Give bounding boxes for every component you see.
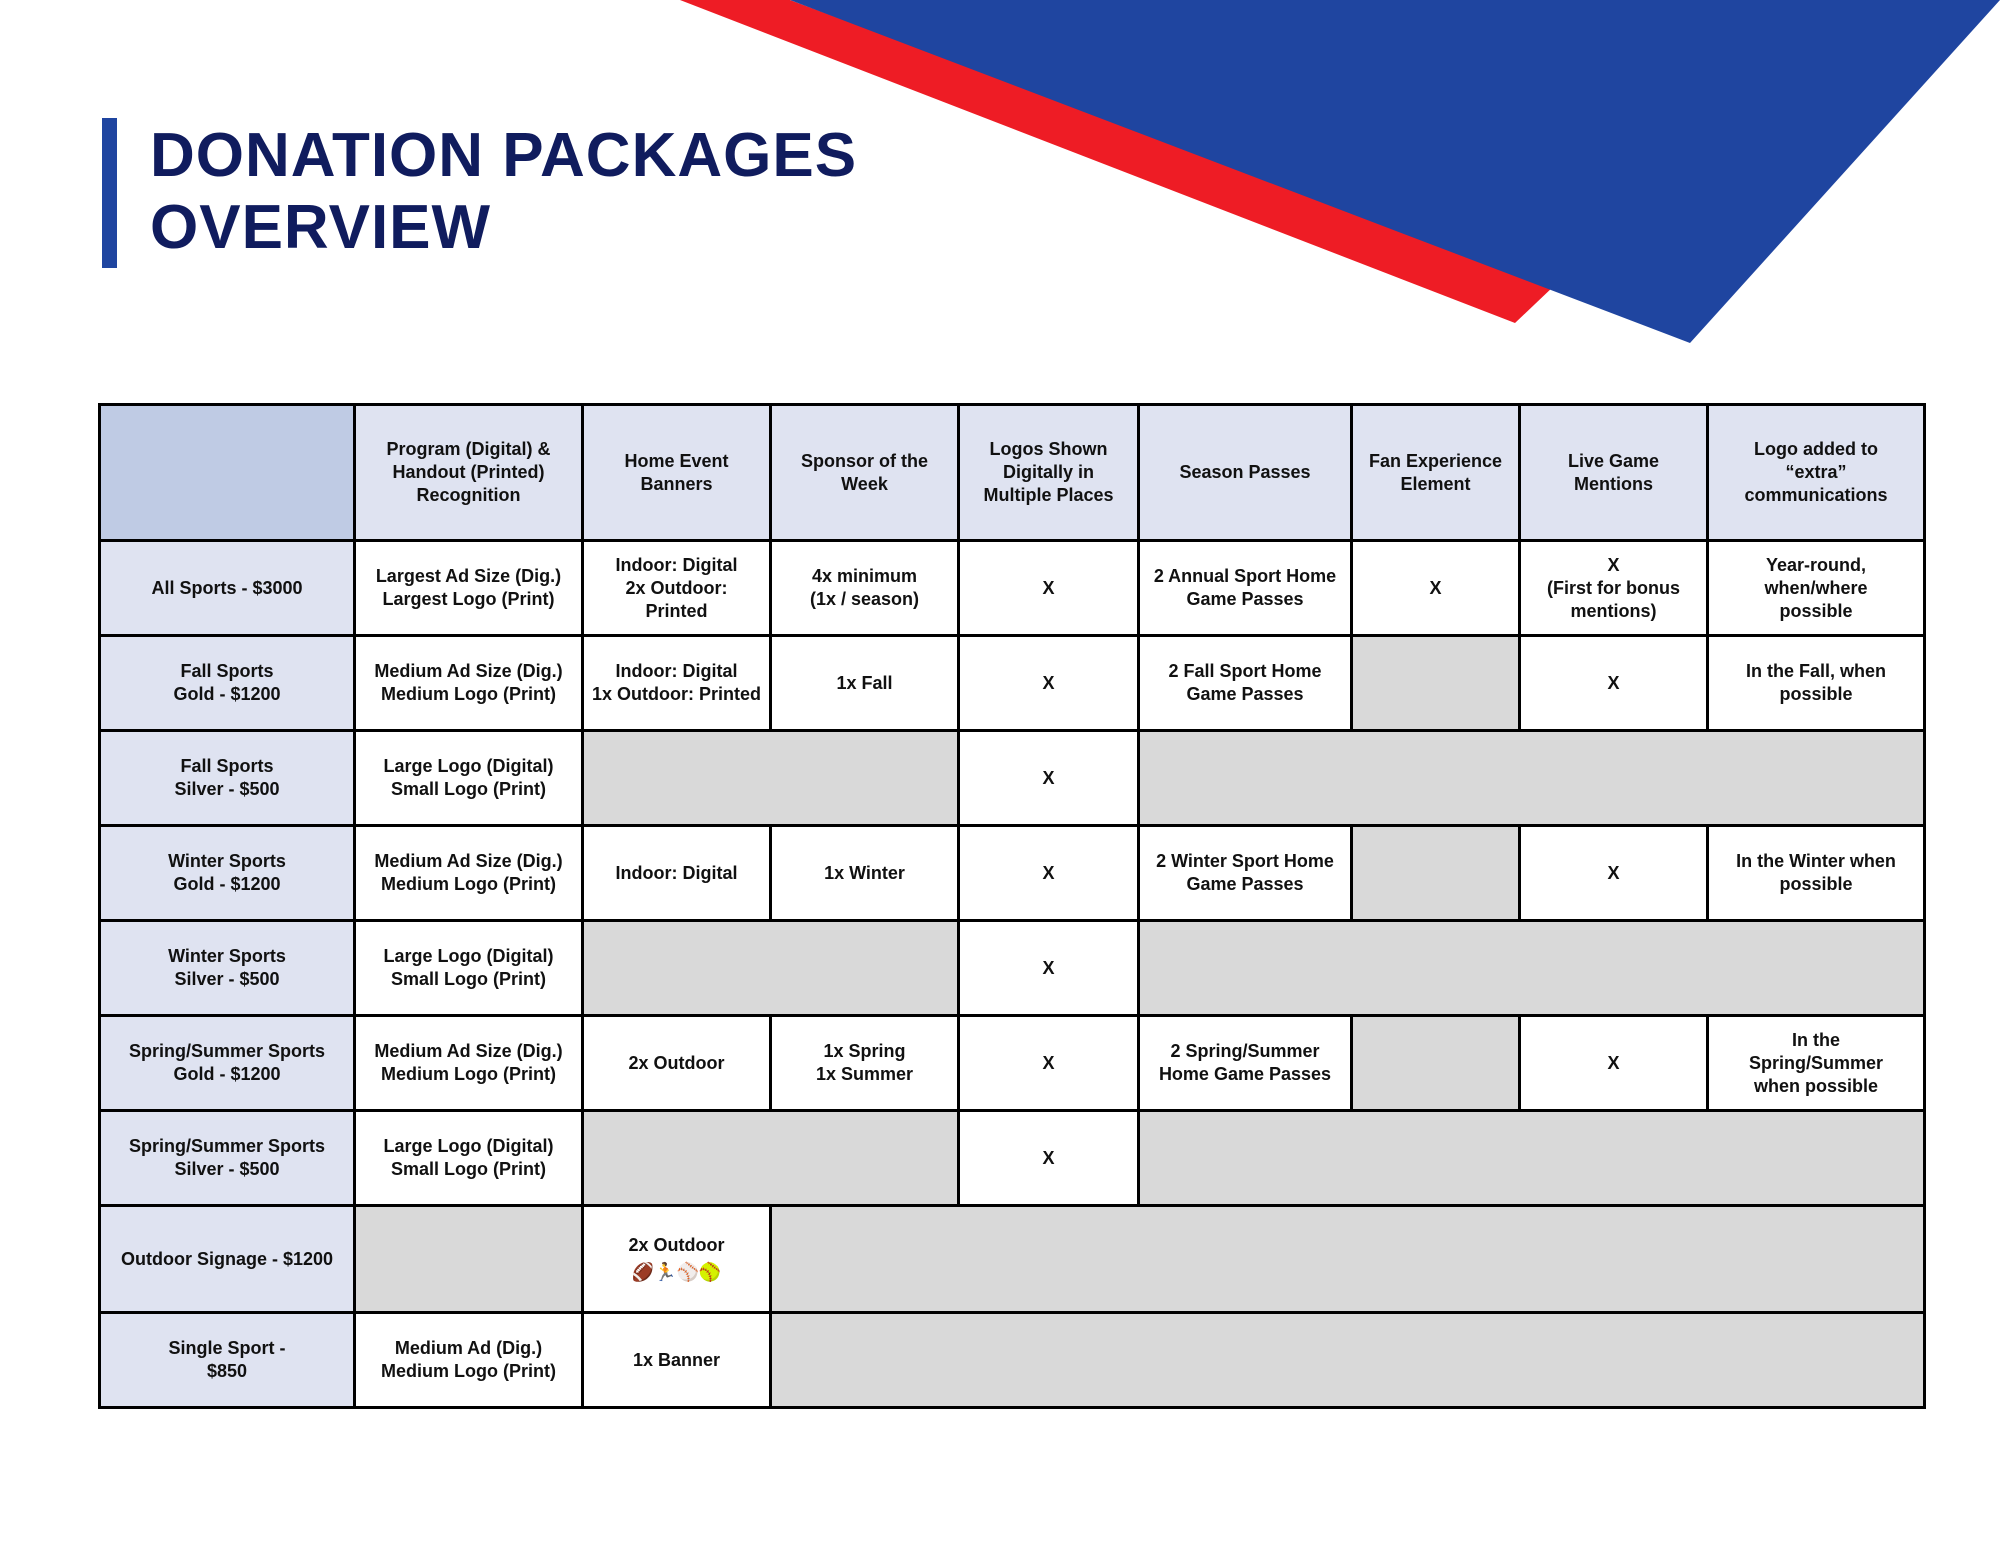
header-logo-extra-communications: Logo added to “extra” communications xyxy=(1708,405,1925,541)
table-cell: X xyxy=(959,636,1139,731)
header-home-event-banners: Home Event Banners xyxy=(583,405,771,541)
empty-cell xyxy=(583,921,959,1016)
packages-table xyxy=(98,403,1926,1409)
row-label: Single Sport - $850 xyxy=(100,1313,355,1408)
row-label: All Sports - $3000 xyxy=(100,541,355,636)
empty-cell xyxy=(1139,1111,1925,1206)
row-label: Winter Sports Silver - $500 xyxy=(100,921,355,1016)
table-cell: X xyxy=(1520,636,1708,731)
table-row xyxy=(100,921,1925,1016)
empty-cell xyxy=(771,1313,1925,1408)
table-row xyxy=(100,1313,1925,1408)
sport-emoji-icons: 🏈🏃⚾🥎 xyxy=(631,1262,722,1282)
row-label: Fall Sports Silver - $500 xyxy=(100,731,355,826)
table-cell: Medium Ad (Dig.) Medium Logo (Print) xyxy=(355,1313,583,1408)
table-cell: Indoor: Digital 2x Outdoor: Printed xyxy=(583,541,771,636)
table-cell: In the Spring/Summer when possible xyxy=(1708,1016,1925,1111)
page-title xyxy=(150,120,857,264)
table-row xyxy=(100,826,1925,921)
header-fan-experience: Fan Experience Element xyxy=(1352,405,1520,541)
table-cell: 2 Spring/Summer Home Game Passes xyxy=(1139,1016,1352,1111)
empty-cell xyxy=(583,1111,959,1206)
table-cell: 2 Winter Sport Home Game Passes xyxy=(1139,826,1352,921)
page-title-line-1: DONATION PACKAGES xyxy=(150,121,858,190)
table-cell: 1x Winter xyxy=(771,826,959,921)
table-cell: 1x Spring 1x Summer xyxy=(771,1016,959,1111)
table-cell: Indoor: Digital 1x Outdoor: Printed xyxy=(583,636,771,731)
table-row xyxy=(100,1016,1925,1111)
table-cell: Indoor: Digital xyxy=(583,826,771,921)
empty-cell xyxy=(1352,636,1520,731)
table-cell: X xyxy=(959,1111,1139,1206)
table-cell: Large Logo (Digital) Small Logo (Print) xyxy=(355,921,583,1016)
table-cell: 1x Banner xyxy=(583,1313,771,1408)
row-label: Spring/Summer Sports Gold - $1200 xyxy=(100,1016,355,1111)
header-season-passes: Season Passes xyxy=(1139,405,1352,541)
table-cell: 2 Annual Sport Home Game Passes xyxy=(1139,541,1352,636)
table-cell: X xyxy=(1352,541,1520,636)
row-label: Spring/Summer Sports Silver - $500 xyxy=(100,1111,355,1206)
table-cell: X xyxy=(1520,1016,1708,1111)
table-row xyxy=(100,541,1925,636)
header-program-recognition: Program (Digital) & Handout (Printed) Recognition xyxy=(355,405,583,541)
cell-text: 2x Outdoor xyxy=(628,1235,725,1255)
table-cell: Medium Ad Size (Dig.) Medium Logo (Print) xyxy=(355,826,583,921)
empty-cell xyxy=(583,731,959,826)
empty-cell xyxy=(1139,731,1925,826)
table-cell: 2x Outdoor xyxy=(583,1016,771,1111)
table-cell: 2 Fall Sport Home Game Passes xyxy=(1139,636,1352,731)
table-cell: Large Logo (Digital) Small Logo (Print) xyxy=(355,1111,583,1206)
row-label: Outdoor Signage - $1200 xyxy=(100,1206,355,1313)
table-cell: X (First for bonus mentions) xyxy=(1520,541,1708,636)
table-row xyxy=(100,731,1925,826)
table-cell: Year-round, when/where possible xyxy=(1708,541,1925,636)
empty-cell xyxy=(355,1206,583,1313)
table-cell: Largest Ad Size (Dig.) Largest Logo (Print) xyxy=(355,541,583,636)
empty-cell xyxy=(771,1206,1925,1313)
empty-cell xyxy=(1352,826,1520,921)
table-cell: Medium Ad Size (Dig.) Medium Logo (Print) xyxy=(355,1016,583,1111)
table-row xyxy=(100,636,1925,731)
header-live-game-mentions: Live Game Mentions xyxy=(1520,405,1708,541)
table-cell: X xyxy=(959,826,1139,921)
header-sponsor-of-the-week: Sponsor of the Week xyxy=(771,405,959,541)
table-cell: X xyxy=(959,541,1139,636)
table-cell xyxy=(583,1206,771,1313)
table-cell: X xyxy=(959,921,1139,1016)
table-row xyxy=(100,1111,1925,1206)
table-header-row xyxy=(100,405,1925,541)
table-cell: 4x minimum (1x / season) xyxy=(771,541,959,636)
blue-band xyxy=(790,0,2000,343)
table-cell: 1x Fall xyxy=(771,636,959,731)
table-row xyxy=(100,1206,1925,1313)
table-cell: In the Fall, when possible xyxy=(1708,636,1925,731)
title-accent-bar xyxy=(102,118,117,268)
row-label: Winter Sports Gold - $1200 xyxy=(100,826,355,921)
table-cell: In the Winter when possible xyxy=(1708,826,1925,921)
page-title-line-2: OVERVIEW xyxy=(150,193,492,262)
table-cell: Medium Ad Size (Dig.) Medium Logo (Print) xyxy=(355,636,583,731)
empty-cell xyxy=(1352,1016,1520,1111)
empty-cell xyxy=(1139,921,1925,1016)
table-cell: X xyxy=(959,1016,1139,1111)
table-cell: X xyxy=(1520,826,1708,921)
table-cell: X xyxy=(959,731,1139,826)
row-label: Fall Sports Gold - $1200 xyxy=(100,636,355,731)
table-cell: Large Logo (Digital) Small Logo (Print) xyxy=(355,731,583,826)
header-logos-shown-digitally: Logos Shown Digitally in Multiple Places xyxy=(959,405,1139,541)
header-corner-cell xyxy=(100,405,355,541)
